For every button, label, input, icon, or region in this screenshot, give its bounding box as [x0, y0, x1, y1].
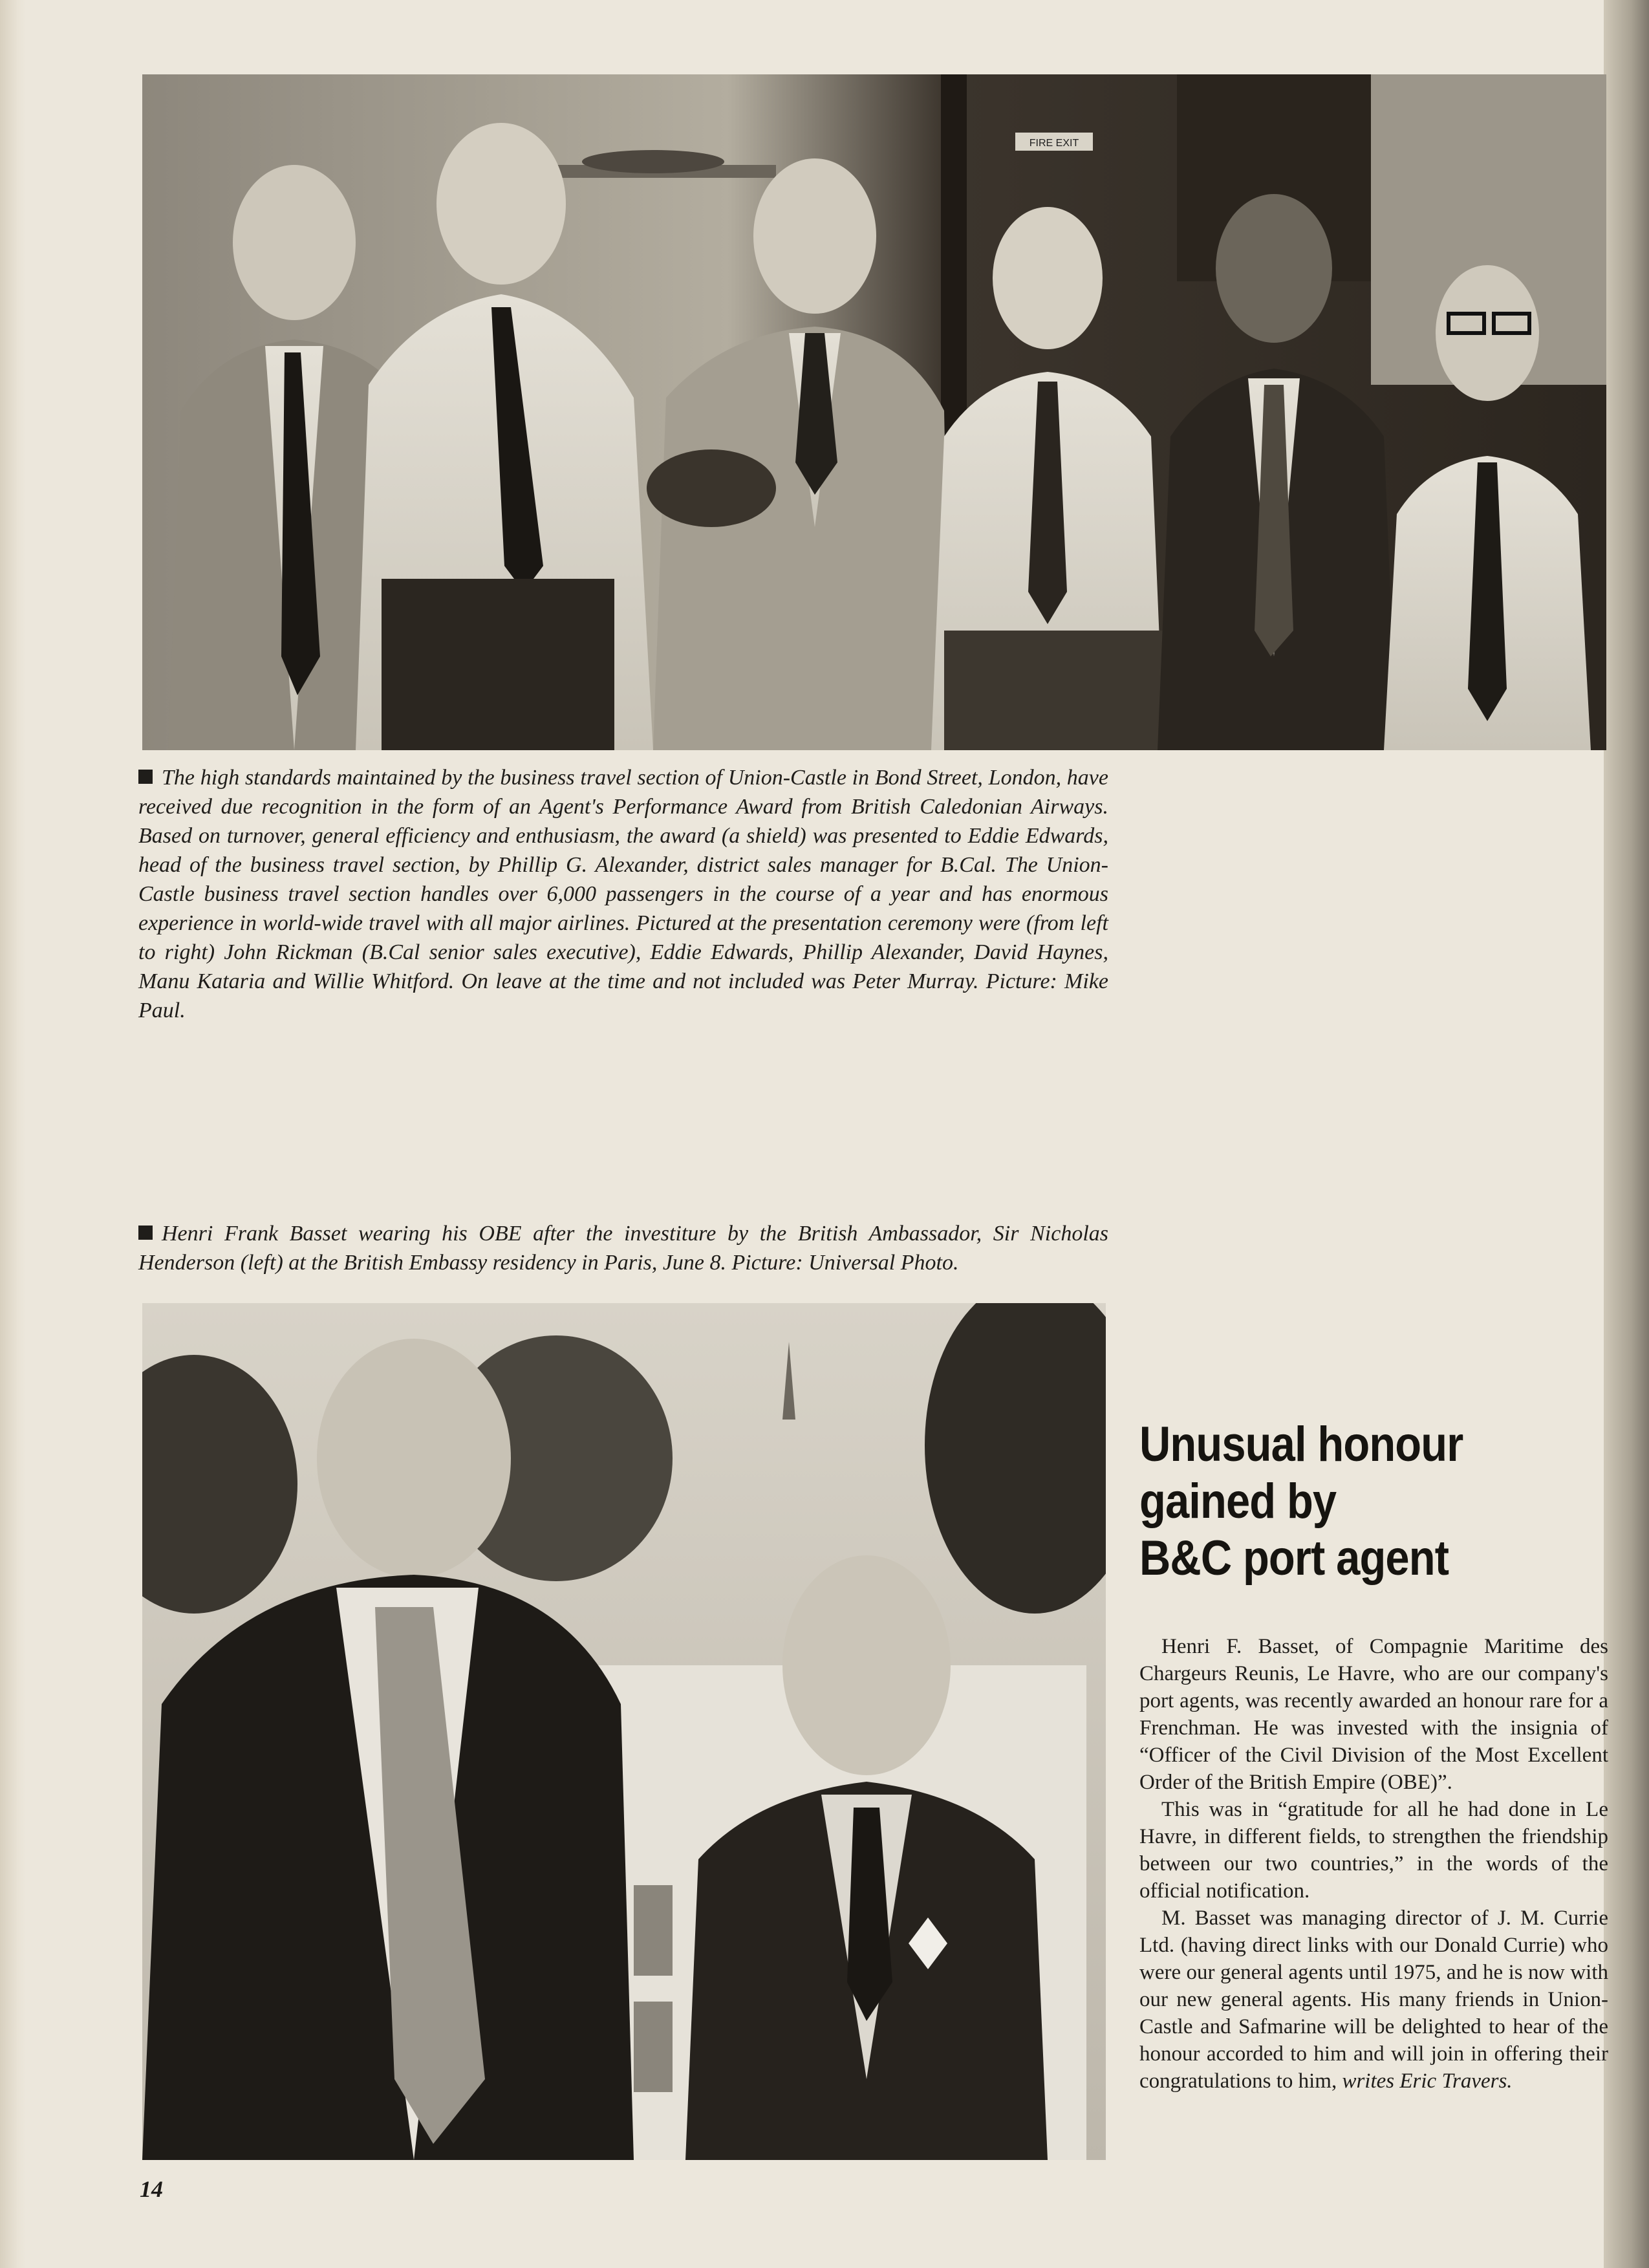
- article-paragraph-2: This was in “gratitude for all he had done in Le Havre, in different fields, to strengthen the friendship between our two countries,” in the words of the official notification.: [1139, 1798, 1608, 1903]
- caption-text: The high standards maintained by the business travel section of Union-Castle in Bond Street, London, have received due recognition in the form of an Agent's Performance Award from British Caledonian Airways. Based on turnover, general efficiency and enthusiasm, the award (a shield) was presented to Eddie Edwards, head of the business travel section, by Phillip G. Alexander, district sales manager for B.Cal. The Union-Castle business travel section handles over 6,000 passengers in the course of a year and has enormous experience in world-wide travel with all major airlines. Pictured at the presentation ceremony were (from left to right) John Rickman (B.Cal senior sales executive), Eddie Edwards, Phillip Alexander, David Haynes, Manu Kataria and Willie Whitford. On leave at the time and not included was Peter Murray. Picture: Mike Paul.: [138, 766, 1108, 1022]
- headline-line-2: gained by: [1139, 1474, 1337, 1529]
- headline-line-3: B&C port agent: [1139, 1531, 1449, 1586]
- article-body: [1139, 1633, 1608, 2095]
- award-photo-caption: [138, 763, 1108, 1025]
- article-paragraph-1: Henri F. Basset, of Compagnie Maritime des Chargeurs Reunis, Le Havre, who are our company's port agents, was recently awarded an honour rare for a Frenchman. He was invested with the insignia of “Officer of the Civil Division of the Most Excellent Order of the British Empire (OBE)”.: [1139, 1635, 1608, 1794]
- caption-text: Henri Frank Basset wearing his OBE after the investiture by the British Ambassador, Sir Nicholas Henderson (left) at the British Embassy residency in Paris, June 8. Picture: Universal Photo.: [138, 1222, 1108, 1275]
- portrait-photo-icon: [142, 1303, 1106, 2160]
- page-spine-shadow: [0, 0, 26, 2268]
- article-headline: [1139, 1416, 1538, 1587]
- article-byline: writes Eric Travers.: [1342, 2069, 1513, 2093]
- obe-investiture-photo: [142, 1303, 1106, 2160]
- adjacent-page-edge: [1604, 0, 1649, 2268]
- award-ceremony-photo: [142, 74, 1606, 750]
- caption-bullet-icon: [138, 770, 153, 784]
- obe-photo-caption: [138, 1219, 1108, 1277]
- article-paragraph-3: [1139, 1905, 1608, 2095]
- group-photo-award-icon: [142, 74, 1606, 750]
- fire-exit-sign: FIRE EXIT: [1029, 138, 1079, 149]
- page-number: 14: [140, 2176, 163, 2202]
- headline-line-1: Unusual honour: [1139, 1417, 1463, 1472]
- article-paragraph-3-text: M. Basset was managing director of J. M. Currie Ltd. (having direct links with our Donald Currie) who were our general agents until 1975, and he is now with our new general agents. His many friends in Union-Castle and Safmarine will be delighted to hear of the honour accorded to him and will join in offering their congratulations to him,: [1139, 1906, 1608, 2093]
- caption-bullet-icon: [138, 1226, 153, 1240]
